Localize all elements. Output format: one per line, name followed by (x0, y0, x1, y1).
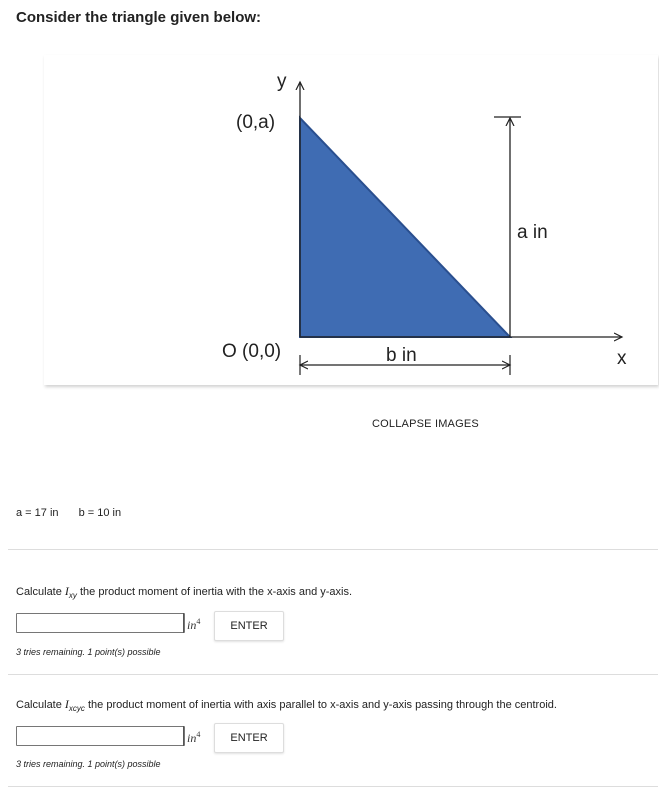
question-1-suffix: the product moment of inertia with the x-axis and y-axis. (76, 586, 353, 598)
question-2-text (16, 697, 557, 713)
question-1-answer-input[interactable] (16, 613, 185, 633)
question-1-tries: 3 tries remaining. 1 point(s) possible (16, 647, 161, 657)
question-1-unit (183, 613, 200, 633)
triangle-diagram (44, 55, 658, 385)
question-1-unit-base: in (187, 618, 197, 632)
top-vertex-label: (0,a) (236, 112, 276, 133)
question-2-prefix: Calculate (16, 699, 65, 711)
question-2-answer-input[interactable] (16, 726, 185, 746)
divider (8, 786, 658, 787)
height-label: a in (517, 222, 548, 243)
question-1-subscript: xy (68, 591, 77, 601)
question-2-unit-exponent: 4 (196, 730, 201, 739)
param-b: b = 10 in (78, 507, 122, 519)
question-2-enter-button[interactable]: ENTER (214, 723, 284, 753)
question-2-symbol: I (64, 697, 69, 711)
question-1-unit-exponent: 4 (196, 617, 201, 626)
collapse-images-button[interactable]: COLLAPSE IMAGES (360, 414, 491, 434)
divider (8, 549, 658, 550)
triangle-figure (44, 55, 658, 385)
question-1-symbol: I (64, 584, 69, 598)
origin-label: O (0,0) (222, 341, 282, 362)
page-heading: Consider the triangle given below: (16, 9, 262, 26)
question-2-unit-base: in (187, 731, 197, 745)
question-2-tries: 3 tries remaining. 1 point(s) possible (16, 759, 161, 769)
question-2-unit (183, 726, 200, 746)
y-axis-label: y (277, 71, 287, 92)
question-1-text (16, 584, 352, 600)
parameters (16, 507, 138, 519)
param-a: a = 17 in (16, 507, 59, 519)
triangle-shape (300, 118, 510, 337)
question-1-prefix: Calculate (16, 586, 65, 598)
divider (8, 674, 658, 675)
x-axis-label: x (617, 348, 627, 369)
question-2-subscript: xcyc (68, 704, 85, 714)
question-2-suffix: the product moment of inertia with axis parallel to x-axis and y-axis passing through the centroid. (84, 699, 557, 711)
width-label: b in (386, 345, 417, 366)
question-1-enter-button[interactable]: ENTER (214, 611, 284, 641)
